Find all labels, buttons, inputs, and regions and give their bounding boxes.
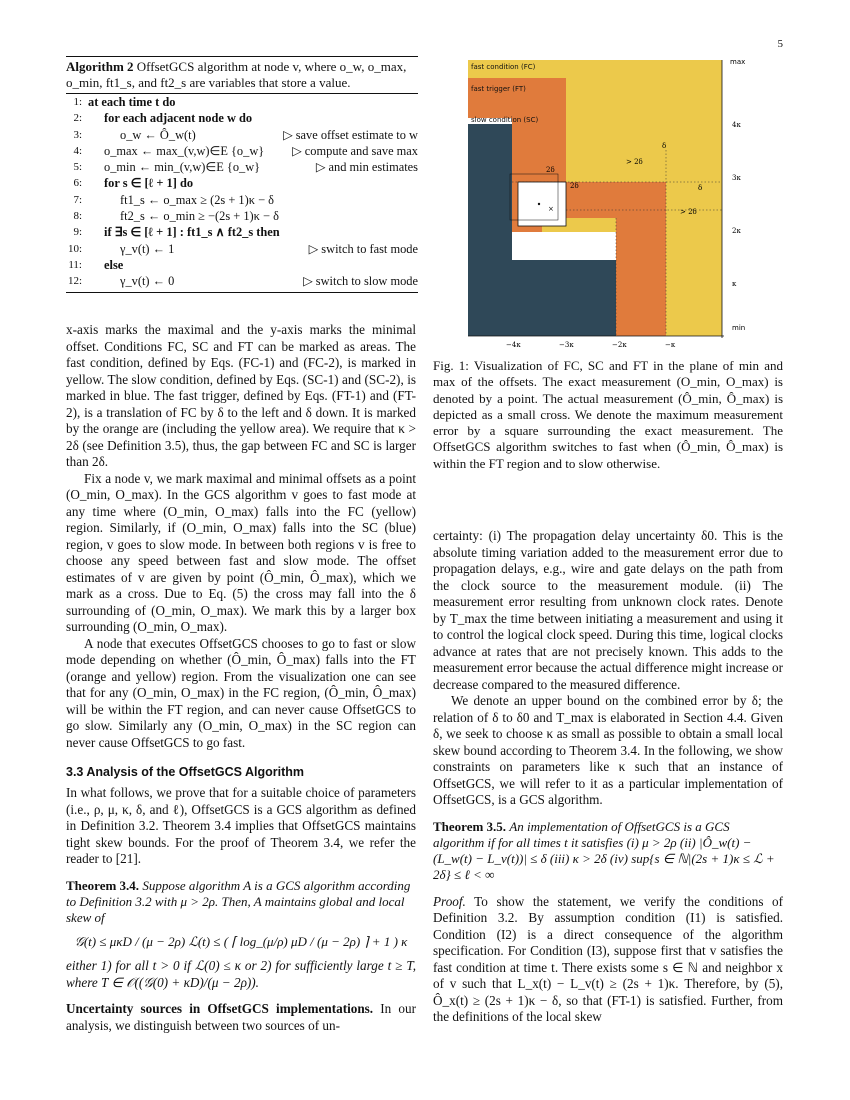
algorithm-line-text: for s ∈ [ℓ + 1] do (104, 176, 194, 191)
algorithm-line-comment: ▷ and min estimates (315, 160, 418, 175)
algorithm-line-number: 4: (73, 144, 82, 157)
left-paragraph-3: A node that executes OffsetGCS chooses to go to fast or slow mode depending on whether (Ô_min, Ô_max) falls into the FT (orange and yellow) region. From the visualization one can see that for any (O_min, O_max) in the FC region, (Ô_min, Ô_max) will be within the FT region, and can never cause OffsetGCS to go slow. Similarly any (O_min, O_max) in the SC region can never cause OffsetGCS to go fast. (66, 635, 416, 750)
theorem-3-4-body: Suppose algorithm A is a GCS algorithm according to Definition 3.2 with μ > 2ρ. Then, A maintains global and local skew of (66, 877, 411, 926)
theorem-3-4-tail: either 1) for all t > 0 if ℒ(0) ≤ κ or 2) for sufficiently large t ≥ T, where T ∈ 𝒪((𝒢(0) + κD)/(μ − 2ρ)). (66, 958, 416, 990)
algorithm-line-number: 5: (73, 161, 82, 174)
algorithm-line-number: 9: (73, 226, 82, 239)
two-delta-label-v: 2δ (570, 182, 579, 190)
y-tick-2k: 2κ (732, 227, 741, 235)
left-paragraph-1: x-axis marks the maximal and the y-axis marks the minimal offset. Conditions FC, SC and FT can be marked as areas. The fast condition, defined by Eqs. (FC-1) and (FC-2), is marked in yellow. The slow condition, defined by Eqs. (SC-1) and (SC-2), is marked in blue. The fast trigger, defined by Eqs. (FT-1) and (FT-2), is a translation of FC by δ to the left and δ down. It is marked by the orange are (including the yellow area). We require that κ > 2δ (see Definition 3.5), thus, the gap between FC and SC is larger than 2δ. (66, 322, 416, 469)
theorem-3-5-body: An implementation of OffsetGCS is a GCS algorithm if for all times t it satisfies (i) μ > 2ρ (ii) |Ô_w(t) − (L_w(t) − L_v(t))| ≤ δ (iii) κ > 2δ (iv) sup{s ∈ ℕ|(2s + 1)κ ≤ ℒ + 2δ} ≤ ℓ < ∞ (433, 818, 775, 883)
algorithm-line-text: γ_v(t) ← 1 (120, 241, 175, 256)
theorem-3-4-label: Theorem 3.4. (66, 877, 140, 893)
x-tick-m3k: −3κ (559, 341, 574, 349)
x-tick-m2k: −2κ (612, 341, 627, 349)
algorithm-line-number: 12: (67, 275, 82, 288)
y-tick-4k: 4κ (732, 121, 741, 129)
algorithm-line-comment: ▷ switch to slow mode (303, 274, 418, 289)
algorithm-line (66, 127, 418, 143)
right-column (433, 528, 783, 1026)
proof-text: To show the statement, we verify the conditions of Definition 3.2. By assumption condition (I1) is satisfied. Condition (I2) is a direct consequence of the algorithm specification. For Condition (I3), suppose first that v satisfies the fast condition at time t. There exists some s ∈ ℕ and neighbor x of v such that L_x(t) − L_v(t) ≥ (2s + 1)κ. Therefore, by (5), Ô_x(t) ≥ (2s + 1)κ − δ, so that (FT-1) is satisfied. Further, from the definitions of the local skew (433, 893, 783, 1025)
proof-paragraph (433, 894, 783, 1026)
algorithm-line-text: o_max ← max_(v,w)∈E {o_w} (104, 143, 265, 158)
min-axis-label: min (732, 324, 746, 332)
algorithm-line-comment: ▷ save offset estimate to w (283, 127, 418, 142)
gap-label-v: > 2δ (680, 208, 697, 216)
x-tick-m4k: −4κ (506, 341, 521, 349)
right-paragraph-2: We denote an upper bound on the combined error by δ; the relation of δ to δ0 and T_max is elaborated in Section 4.4. Given δ, we seek to choose κ as small as possible to obtain a small local skew bound according to Theorem 3.4. In the following, we show constraints on parameters like κ such that an instance of OffsetGCS, we will refer to it as a particular implementation of OffsetGCS, is a GCS algorithm. (433, 693, 783, 807)
algorithm-line-number: 6: (73, 177, 82, 190)
right-paragraph-1: certainty: (i) The propagation delay uncertainty δ0. This is the absolute timing variation added to the measurement error due to propagation delays, e.g., wire and gate delays on the path from the clock source to the measurement module. (ii) The measurement error resulting from unknown clock rates. Denote by T_max the time between initiating a measurement and using it to control the logical clock speed. During this time, logical clocks advance at rates that are not precisely known. This adds to the measurement error because the actual difference might increase or decrease compared to the measured difference. (433, 528, 783, 692)
theorem-3-4 (66, 878, 416, 927)
uncertainty-heading: Uncertainty sources in OffsetGCS implementations. (66, 1001, 374, 1017)
algorithm-line-text: else (104, 257, 124, 272)
algorithm-line-text: at each time t do (88, 95, 176, 109)
algorithm-line (66, 257, 418, 273)
figure-caption: Fig. 1: Visualization of FC, SC and FT in the plane of min and max of the offsets. The exact measurement (O_min, O_max) is denoted by a point. The actual measurement (Ô_min, Ô_max) is depicted as a small cross. We denote the maximum measurement error by a square surrounding the exact measurement. The OffsetGCS algorithm switches to fast when (Ô_min, Ô_max) is within the FT region and to slow otherwise. (433, 358, 783, 471)
ft-label: fast trigger (FT) (471, 85, 526, 93)
proof-label: Proof. (433, 893, 466, 909)
algorithm-line-number: 1: (73, 96, 82, 108)
algorithm-line (66, 175, 418, 191)
uncertainty-text: In our analysis, we distinguish between two sources of un- (66, 1001, 416, 1033)
algorithm-line (66, 159, 418, 175)
algorithm-line-number: 3: (73, 128, 82, 141)
gap-label-h: > 2δ (626, 158, 643, 166)
algorithm-line-text: o_min ← min_(v,w)∈E {o_w} (104, 160, 261, 175)
fc-sc-ft-figure (466, 50, 766, 350)
algorithm-line-comment: ▷ compute and save max (292, 143, 418, 158)
algorithm-line (66, 192, 418, 208)
algorithm-line (66, 273, 418, 289)
algorithm-line-number: 10: (67, 242, 82, 255)
algorithm-line (66, 94, 418, 110)
y-tick-3k: 3κ (732, 174, 741, 182)
algorithm-line-number: 8: (73, 210, 82, 223)
left-paragraph-4: In what follows, we prove that for a suitable choice of parameters (i.e., ρ, μ, κ, δ, and ℓ), OffsetGCS is a GCS algorithm as defined in Definition 3.2. Theorem 3.4 implies that OffsetGCS maintains tight skew bounds. For the proof of Theorem 3.4, we refer the reader to [21]. (66, 785, 416, 866)
algorithm-line-text: ft1_s ← o_max ≥ (2s + 1)κ − δ (120, 192, 274, 207)
y-tick-1k: κ (732, 280, 737, 288)
delta-label-right: δ (698, 184, 703, 192)
algorithm-line-text: ft2_s ← o_min ≥ −(2s + 1)κ − δ (120, 209, 279, 224)
algorithm-line-number: 2: (73, 112, 82, 125)
x-tick-m1k: −κ (665, 341, 676, 349)
error-square (518, 182, 566, 226)
theorem-3-4-formula: 𝒢(t) ≤ μκD / (μ − 2ρ) ℒ(t) ≤ ( ⌈ log_(μ/ρ) μD / (μ − 2ρ) ⌉ + 1 ) κ (74, 934, 408, 950)
algorithm-line (66, 208, 418, 224)
algorithm-line (66, 143, 418, 159)
algorithm-box (66, 56, 418, 293)
algorithm-line (66, 110, 418, 126)
page-number: 5 (777, 38, 783, 50)
algorithm-line-comment: ▷ switch to fast mode (308, 241, 418, 256)
algorithm-caption (66, 57, 418, 94)
algorithm-line-text: if ∃s ∈ [ℓ + 1] : ft1_s ∧ ft2_s then (104, 225, 280, 240)
algorithm-caption-text: OffsetGCS algorithm at node v, where o_w, o_max, o_min, ft1_s, and ft2_s are variables that store a value. (66, 59, 407, 90)
algorithm-line (66, 224, 418, 240)
algorithm-line-text: γ_v(t) ← 0 (120, 274, 175, 289)
algorithm-line-number: 11: (68, 258, 82, 271)
left-column (66, 322, 416, 1034)
measurement-cross: × (548, 205, 554, 213)
exact-point (538, 203, 540, 205)
algorithm-caption-label: Algorithm 2 (66, 59, 134, 74)
section-heading: 3.3 Analysis of the OffsetGCS Algorithm (66, 765, 305, 779)
algorithm-line-text: for each adjacent node w do (104, 111, 253, 126)
algorithm-line (66, 241, 418, 257)
delta-label-top: δ (662, 142, 667, 150)
theorem-3-5-label: Theorem 3.5. (433, 818, 507, 834)
algorithm-line-number: 7: (73, 193, 82, 206)
max-axis-label: max (730, 58, 746, 66)
algorithm-line-text: o_w ← Ô_w(t) (120, 127, 196, 142)
sc-label: slow condition (SC) (471, 116, 539, 124)
algorithm-lines (66, 94, 418, 290)
two-delta-label-h: 2δ (546, 166, 555, 174)
left-paragraph-2: Fix a node v, we mark maximal and minimal offsets as a point (O_min, O_max). In the GCS algorithm v goes to fast mode at any time where (O_min, O_max) falls into the FC (yellow) region. Similarly, if (O_min, O_max) falls into the SC (blue) region, v goes to slow mode. In between both regions v is free to choose any speed between fast and slow mode. The offset estimates of v are given by point (Ô_min, Ô_max), which we mark as a cross. Due to Eq. (5) the cross may fall into the δ surrounding of (O_min, O_max). We mark this by a larger box surrounding (O_min, O_max). (66, 470, 416, 634)
left-paragraph-5 (66, 1001, 416, 1034)
fc-label: fast condition (FC) (471, 63, 536, 71)
theorem-3-5 (433, 819, 783, 884)
